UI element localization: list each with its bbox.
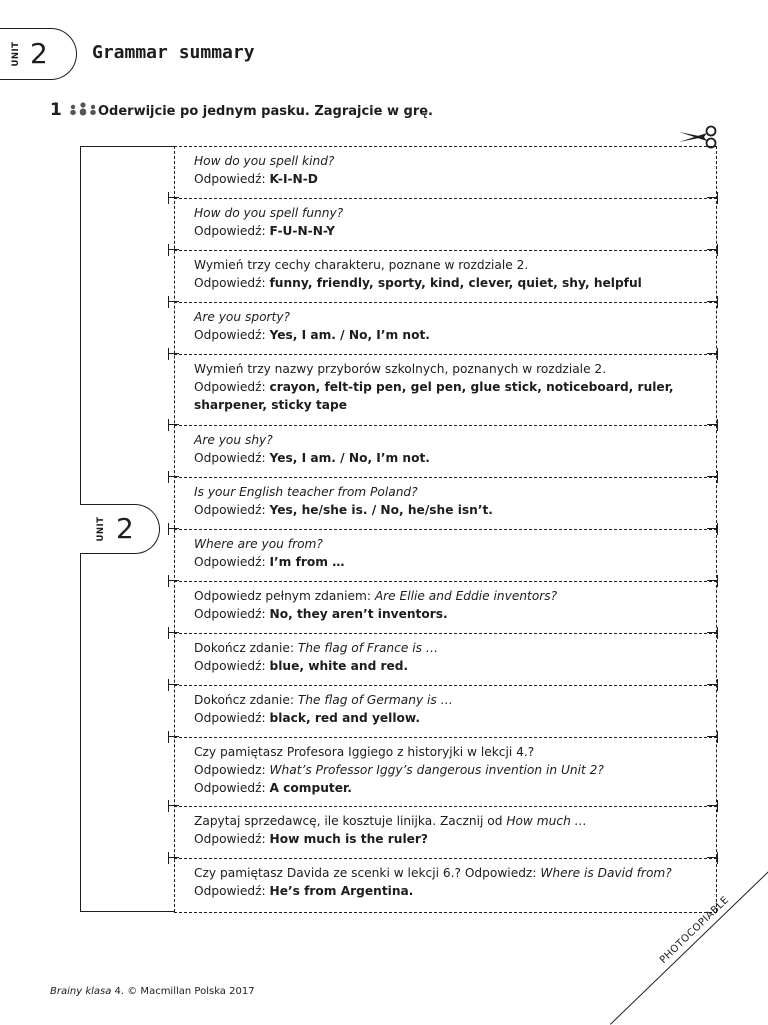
cut-mark-right xyxy=(706,192,718,204)
cut-mark-left xyxy=(168,419,180,431)
answer-text: Yes, I am. / No, I’m not. xyxy=(269,328,430,342)
cut-mark-left xyxy=(168,679,180,691)
card-question xyxy=(194,743,702,761)
exercise-instruction: Oderwijcie po jednym pasku. Zagrajcie w grę. xyxy=(98,104,433,119)
card-question xyxy=(194,308,702,326)
card-answer xyxy=(194,170,702,188)
cut-mark-left xyxy=(168,627,180,639)
answer-text: A computer. xyxy=(269,781,352,795)
answer-text: K-I-N-D xyxy=(269,172,318,186)
unit-label: UNIT xyxy=(11,41,21,67)
cut-mark-left xyxy=(168,348,180,360)
prompt-text: Odpowiedź: xyxy=(194,781,270,795)
card-question xyxy=(194,691,702,709)
question-phrase: Are Ellie and Eddie inventors? xyxy=(374,589,558,603)
question-phrase: Is your English teacher from Poland? xyxy=(194,485,418,499)
cut-mark-right xyxy=(706,296,718,308)
card-question xyxy=(194,204,702,222)
copyright-text: 4. © Macmillan Polska 2017 xyxy=(111,986,255,997)
prompt-text: Odpowiedź: xyxy=(194,380,270,394)
card-question xyxy=(194,587,702,605)
prompt-text: Odpowiedz: xyxy=(194,763,270,777)
cut-line xyxy=(174,581,717,582)
cut-line xyxy=(174,633,717,634)
cut-mark-right xyxy=(706,731,718,743)
card-question xyxy=(194,256,702,274)
question-phrase: How do you spell funny? xyxy=(194,206,344,220)
copyright-footer xyxy=(50,986,255,997)
card-answer xyxy=(194,553,702,571)
question-card xyxy=(194,204,702,240)
cut-mark-right xyxy=(706,348,718,360)
cut-mark-right xyxy=(706,575,718,587)
card-answer xyxy=(194,449,702,467)
cut-line xyxy=(174,302,717,303)
cut-line xyxy=(174,737,717,738)
prompt-text: Zapytaj sprzedawcę, ile kosztuje linijka. Zacznij od xyxy=(194,814,507,828)
card-question xyxy=(194,812,702,830)
card-question xyxy=(194,152,702,170)
cut-line xyxy=(174,912,717,913)
prompt-text: Odpowiedź: xyxy=(194,659,270,673)
prompt-text: Wymień trzy cechy charakteru, poznane w rozdziale 2. xyxy=(194,258,529,272)
answer-text: Yes, he/she is. / No, he/she isn’t. xyxy=(269,503,493,517)
question-card xyxy=(194,431,702,467)
card-answer xyxy=(194,779,702,797)
cut-mark-right xyxy=(706,523,718,535)
card-answer xyxy=(194,274,702,292)
question-card xyxy=(194,535,702,571)
prompt-text: Odpowiedź: xyxy=(194,172,270,186)
question-card xyxy=(194,812,702,848)
prompt-text: Odpowiedź: xyxy=(194,832,270,846)
side-unit-tab xyxy=(80,504,160,554)
card-answer xyxy=(194,326,702,344)
cut-mark-left xyxy=(168,296,180,308)
answer-text: crayon, felt-tip pen, gel pen, glue stick, noticeboard, ruler, sharpener, sticky tape xyxy=(194,380,674,412)
question-phrase: The flag of Germany is … xyxy=(297,693,453,707)
answer-text: I’m from … xyxy=(269,555,345,569)
card-question xyxy=(194,535,702,553)
page-title: Grammar summary xyxy=(92,42,255,63)
cut-line xyxy=(174,529,717,530)
answer-text: No, they aren’t inventors. xyxy=(269,607,448,621)
book-title: Brainy klasa xyxy=(50,986,112,997)
cut-line xyxy=(174,250,717,251)
answer-text: F-U-N-N-Y xyxy=(269,224,336,238)
card-answer xyxy=(194,501,702,519)
question-phrase: The flag of France is … xyxy=(297,641,439,655)
question-card xyxy=(194,587,702,623)
side-unit-number: 2 xyxy=(116,512,134,545)
question-phrase: Are you shy? xyxy=(194,433,273,447)
prompt-text: Odpowiedz pełnym zdaniem: xyxy=(194,589,375,603)
cut-mark-left xyxy=(168,852,180,864)
question-phrase: How do you spell kind? xyxy=(194,154,335,168)
cut-mark-right xyxy=(706,679,718,691)
question-phrase: Where are you from? xyxy=(194,537,323,551)
cut-mark-right xyxy=(706,627,718,639)
cut-line xyxy=(174,146,717,147)
answer-text: How much is the ruler? xyxy=(269,832,428,846)
question-card xyxy=(194,864,702,900)
cut-mark-left xyxy=(168,192,180,204)
cut-mark-right xyxy=(706,471,718,483)
prompt-text: Czy pamiętasz Davida ze scenki w lekcji 6.? Odpowiedz: xyxy=(194,866,541,880)
cut-line xyxy=(174,425,717,426)
card-answer xyxy=(194,709,702,727)
prompt-text: Odpowiedź: xyxy=(194,451,270,465)
cut-line xyxy=(174,858,717,859)
prompt-text: Czy pamiętasz Profesora Iggiego z historyjki w lekcji 4.? xyxy=(194,745,535,759)
card-answer xyxy=(194,882,702,900)
cut-mark-left xyxy=(168,731,180,743)
question-card xyxy=(194,360,702,414)
question-phrase: Where is David from? xyxy=(540,866,672,880)
cut-line xyxy=(174,806,717,807)
card-answer xyxy=(194,657,702,675)
exercise-number: 1 xyxy=(50,100,62,120)
card-question xyxy=(194,864,702,882)
card-answer xyxy=(194,830,702,848)
prompt-text: Dokończ zdanie: xyxy=(194,693,298,707)
cut-mark-right xyxy=(706,419,718,431)
card-answer xyxy=(194,222,702,240)
question-card xyxy=(194,152,702,188)
prompt-text: Odpowiedź: xyxy=(194,555,270,569)
prompt-text: Odpowiedź: xyxy=(194,328,270,342)
cut-line xyxy=(174,685,717,686)
card-question xyxy=(194,360,702,378)
prompt-text: Odpowiedź: xyxy=(194,607,270,621)
answer-text: Yes, I am. / No, I’m not. xyxy=(269,451,430,465)
photocopiable-label: PHOTOCOPIABLE xyxy=(658,894,732,966)
cut-mark-right xyxy=(706,852,718,864)
card-question xyxy=(194,483,702,501)
card-question-line2 xyxy=(194,761,702,779)
pair-work-icon xyxy=(69,102,97,116)
cut-mark-left xyxy=(168,471,180,483)
prompt-text: Odpowiedź: xyxy=(194,711,270,725)
cut-line xyxy=(174,198,717,199)
cut-line xyxy=(174,477,717,478)
question-card xyxy=(194,743,702,797)
question-card xyxy=(194,483,702,519)
answer-text: funny, friendly, sporty, kind, clever, quiet, shy, helpful xyxy=(269,276,642,290)
prompt-text: Odpowiedź: xyxy=(194,276,270,290)
unit-number: 2 xyxy=(30,37,48,70)
cut-mark-right xyxy=(706,244,718,256)
question-phrase: Are you sporty? xyxy=(194,310,291,324)
card-question xyxy=(194,639,702,657)
card-question xyxy=(194,431,702,449)
side-unit-label: UNIT xyxy=(96,516,106,542)
card-answer xyxy=(194,378,702,414)
question-card xyxy=(194,256,702,292)
question-phrase: What’s Professor Iggy’s dangerous invention in Unit 2? xyxy=(269,763,604,777)
answer-text: He’s from Argentina. xyxy=(269,884,414,898)
question-card xyxy=(194,691,702,727)
question-card xyxy=(194,639,702,675)
card-answer xyxy=(194,605,702,623)
answer-text: blue, white and red. xyxy=(269,659,409,673)
cut-mark-left xyxy=(168,575,180,587)
unit-tab xyxy=(0,28,77,80)
prompt-text: Odpowiedź: xyxy=(194,503,270,517)
prompt-text: Odpowiedź: xyxy=(194,224,270,238)
answer-text: black, red and yellow. xyxy=(269,711,420,725)
prompt-text: Odpowiedź: xyxy=(194,884,270,898)
question-phrase: How much … xyxy=(506,814,587,828)
cut-mark-left xyxy=(168,523,180,535)
cut-line xyxy=(174,354,717,355)
cut-mark-left xyxy=(168,800,180,812)
question-card xyxy=(194,308,702,344)
cut-mark-right xyxy=(706,800,718,812)
prompt-text: Wymień trzy nazwy przyborów szkolnych, poznanych w rozdziale 2. xyxy=(194,362,607,376)
prompt-text: Dokończ zdanie: xyxy=(194,641,298,655)
cut-mark-left xyxy=(168,244,180,256)
